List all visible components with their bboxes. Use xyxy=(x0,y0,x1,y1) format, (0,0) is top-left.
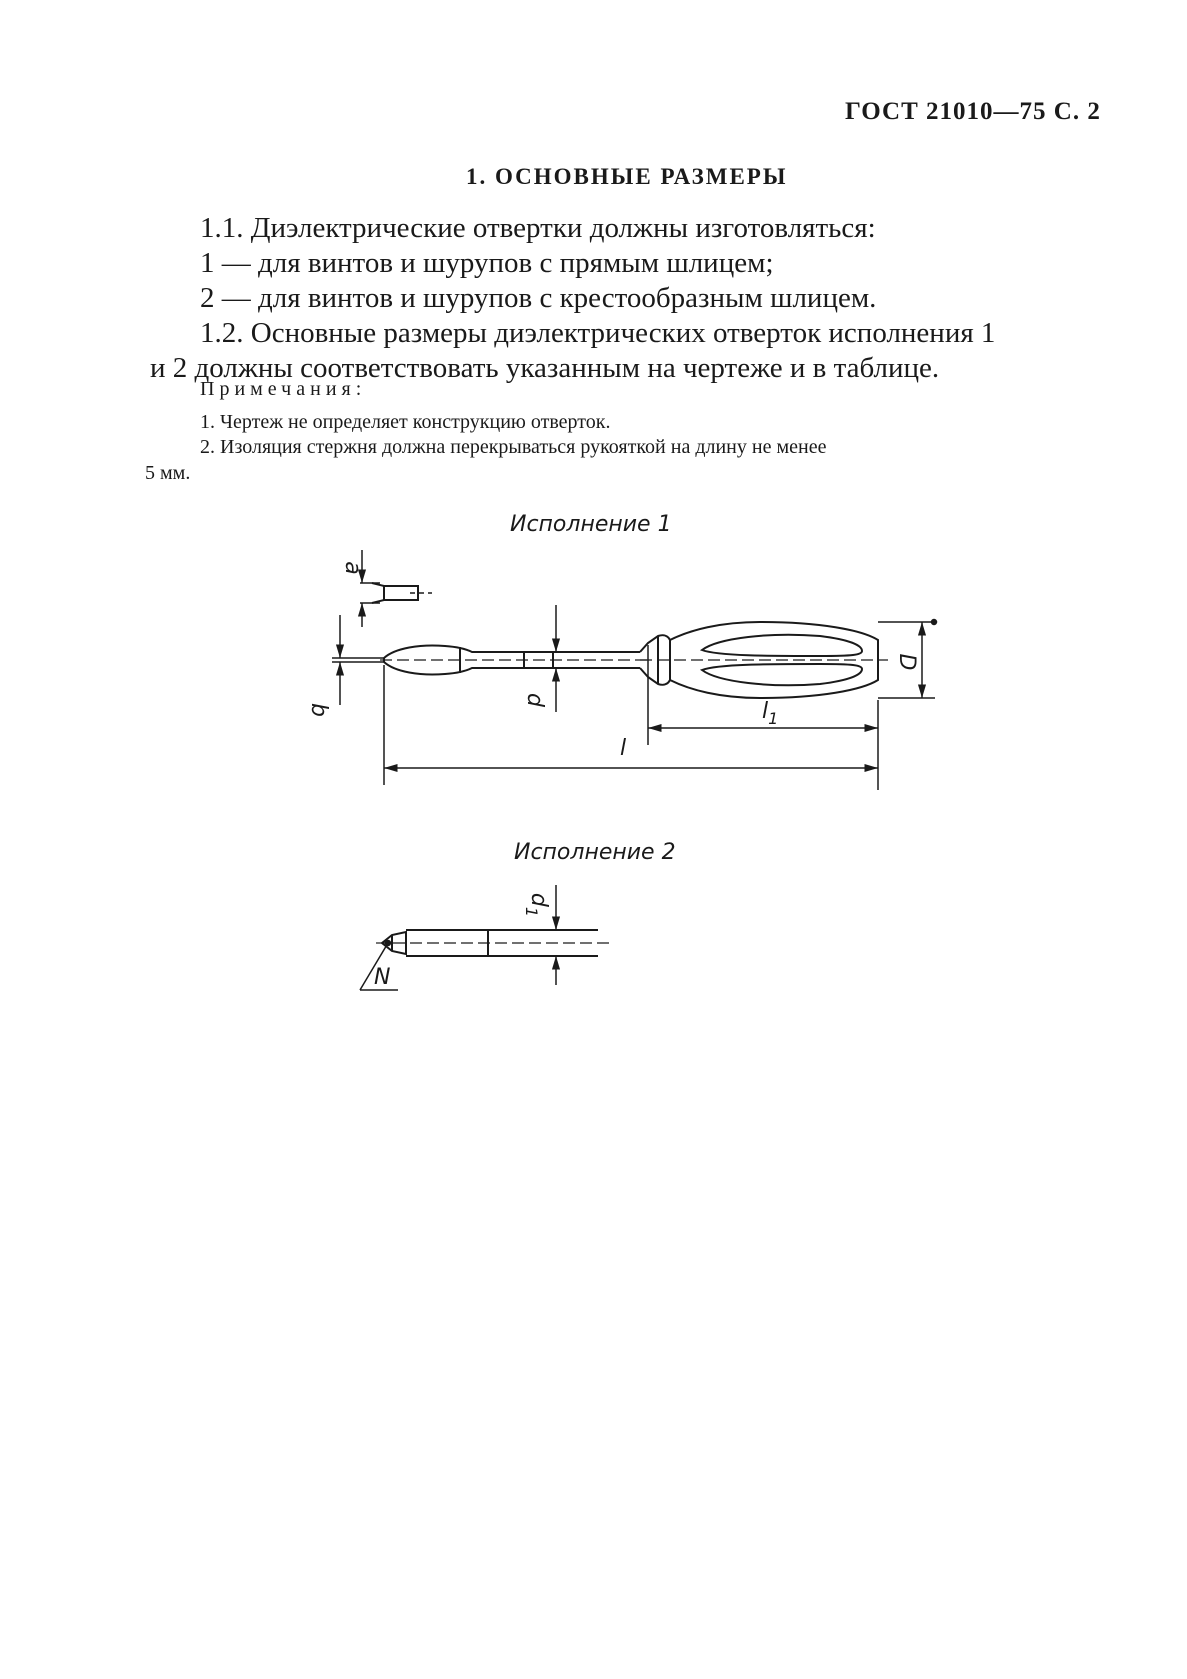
paragraph-1-2-line-2: и 2 должны соответствовать указанным на чертеже и в таблице. xyxy=(150,352,940,384)
paragraph-1-2-line-1: 1.2. Основные размеры диэлектрических отверток исполнения 1 xyxy=(200,317,996,349)
paragraph-1-1: 1.1. Диэлектрические отвертки должны изготовляться: xyxy=(200,212,876,244)
screwdriver-blade xyxy=(380,646,650,675)
tip-detail-view xyxy=(372,583,432,603)
note-2-line-1: 2. Изоляция стержня должна перекрываться рукояткой на длину не менее xyxy=(200,436,827,458)
note-1: 1. Чертеж не определяет конструкцию отверток. xyxy=(200,411,611,433)
dimension-l xyxy=(384,665,878,785)
section-title: 1. ОСНОВНЫЕ РАЗМЕРЫ xyxy=(466,164,788,189)
label-D: D xyxy=(894,653,919,671)
paragraph-1-1-item-1: 1 — для винтов и шурупов с прямым шлицем; xyxy=(200,247,774,279)
document-reference: ГОСТ 21010—75 С. 2 xyxy=(845,98,1101,125)
label-d1: $d_1$ xyxy=(522,892,551,918)
figure-1-caption: Исполнение 1 xyxy=(510,512,672,537)
label-a: a xyxy=(340,561,365,575)
paragraph-1-1-item-2: 2 — для винтов и шурупов с крестообразным шлицем. xyxy=(200,282,877,314)
label-d: d xyxy=(522,693,547,707)
label-b: b xyxy=(306,703,331,717)
notes-heading: Примечания: xyxy=(200,378,367,400)
note-2-line-2: 5 мм. xyxy=(145,462,191,484)
dimension-b xyxy=(332,615,384,705)
screwdriver-variant-2-drawing xyxy=(360,885,610,990)
cross-tip xyxy=(376,930,610,956)
label-N: N xyxy=(374,965,391,990)
figure-2-caption: Исполнение 2 xyxy=(514,840,676,865)
screwdriver-handle xyxy=(640,622,888,698)
screwdriver-variant-1-drawing xyxy=(332,550,937,790)
label-l1: $l_1$ xyxy=(762,699,779,728)
label-l: l xyxy=(620,736,627,761)
